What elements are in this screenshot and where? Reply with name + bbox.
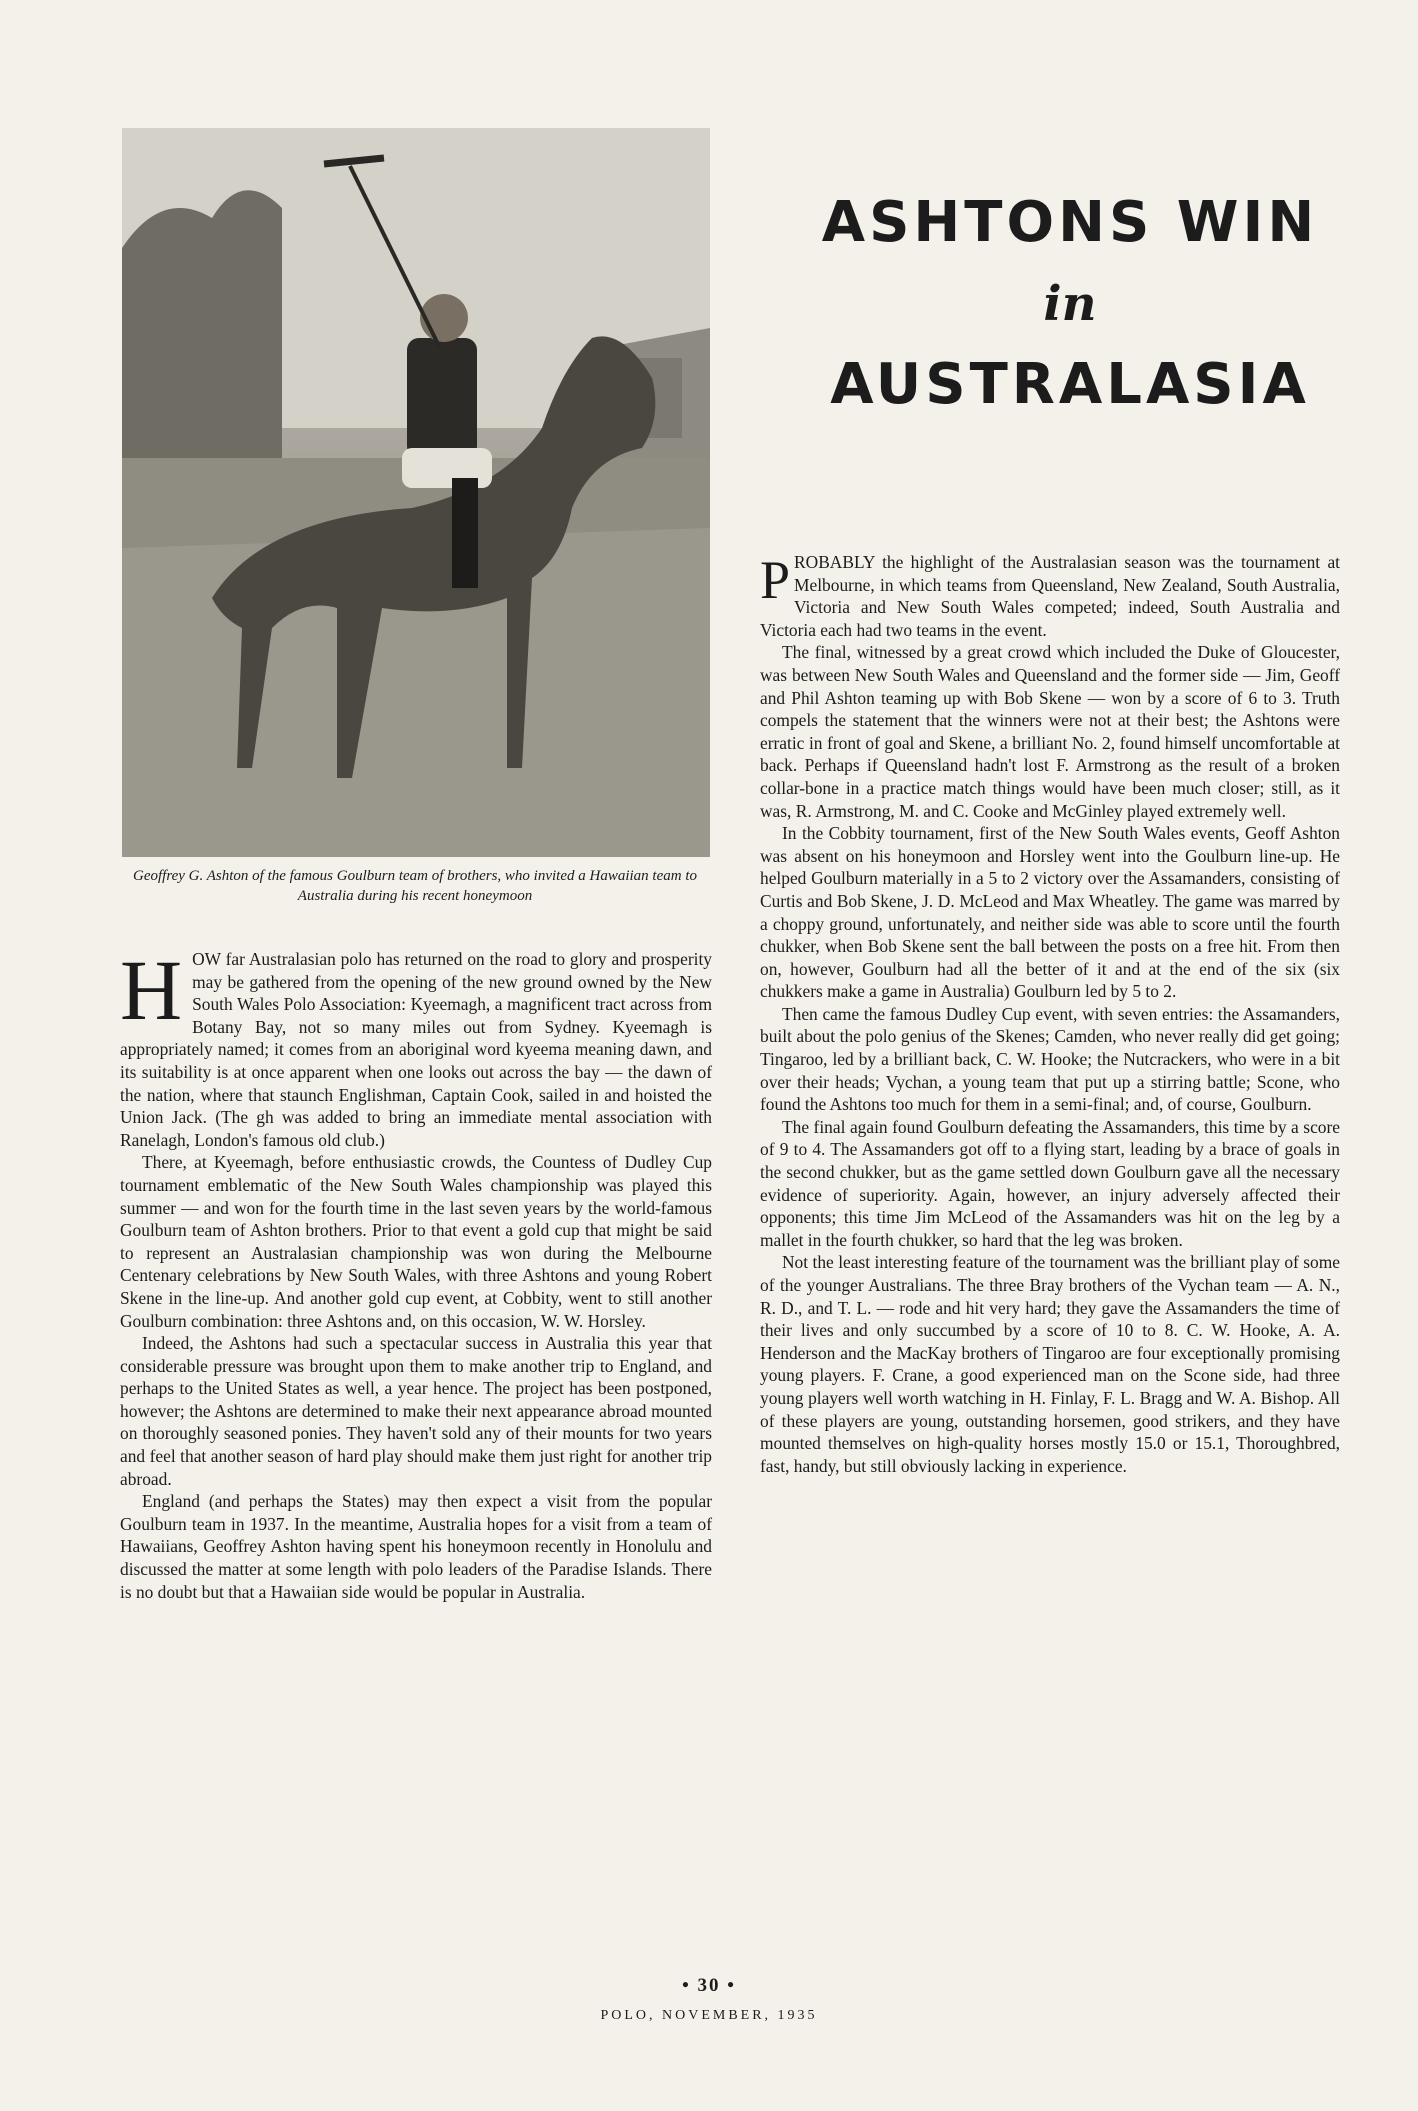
paragraph: Not the least interesting feature of the tournament was the brilliant play of some of the younger Australians. The three Bray brothers of the Vychan team — A. N., R. D., and T. L. — rode and hit very hard; they gave the Assamanders the time of their lives and only succumbed by a score of 10 to 8. C. W. Hooke, A. A. Henderson and the MacKay brothers of Tingaroo are four exceptionally promising young players. F. Crane, a good experienced man on the Scone side, had three young players well worth watching in H. Finlay, F. L. Bragg and W. A. Bishop. All of these players are young, outstanding horsemen, good strikers, and they have mounted themselves on high-quality horses mostly 15.0 or 15.1, Thoroughbred, fast, handy, but still obviously lacking in experience. [760,1252,1340,1476]
paragraph: The final again found Goulburn defeating the Assamanders, this time by a score of 9 to 4. The Assamanders got off to a flying start, leading by a brace of goals in the second chukker, but as the game settled down Goulburn gave all the necessary evidence of superiority. Again, however, an injury adversely affected their opponents; this time Jim McLeod of the Assamanders was hit on the leg by a mallet in the fourth chukker, so hard that the leg was broken. [760,1116,1340,1250]
paragraph: In the Cobbity tournament, first of the New South Wales events, Geoff Ashton was absent on his honeymoon and Horsley went into the Goulburn line-up. He helped Goulburn materially in a 5 to 2 victory over the Assamanders, consisting of Curtis and Bob Skene, J. D. McLeod and Max Wheatley. The game was marred by a choppy ground, unfortunately, and neither side was able to score until the fourth chukker, when Bob Skene sent the ball between the posts on a free hit. From then on, however, Goulburn had all the better of it and at the end of the six (six chukkers make a game in Australia) Goulburn led by 5 to 2. [760,823,1340,1002]
drop-cap: H [120,942,183,1038]
paragraph: HOW far Australasian polo has returned on the road to glory and prosperity may be gathered from the opening of the new ground owned by the New South Wales Polo Association: Kyeemagh, a magnificent tract across from Botany Bay, not so many miles out from Sydney. Kyeemagh is appropriately named; it comes from an aboriginal word kyeema meaning dawn, and its suitability is at once apparent when one looks out across the bay — the dawn of the nation, where that staunch Englishman, Captain Cook, sailed in and hoisted the Union Jack. (The gh was added to bring an immediate mental association with Ranelagh, London's famous old club.) [120,942,712,1150]
paragraph: The final, witnessed by a great crowd which included the Duke of Gloucester, was between New South Wales and Queensland and the former side — Jim, Geoff and Phil Ashton teaming up with Bob Skene — won by a score of 6 to 3. Truth compels the statement that the winners were not at their best; the Ashtons were erratic in front of goal and Skene, a brilliant No. 2, found himself uncomfortable at back. Perhaps if Queensland hadn't lost F. Armstrong as the result of a broken collar-bone in a practice match things would have been much closer; still, as it was, R. Armstrong, M. and C. Cooke and McGinley played extremely well. [760,642,1340,821]
title-line-2: in [1043,276,1097,332]
page-number: • 30 • [682,1975,736,1996]
drop-cap: P [760,550,791,610]
polo-player-photo [122,128,710,857]
page-footer: POLO, NOVEMBER, 1935 [600,2008,818,2023]
paragraph: Indeed, the Ashtons had such a spectacular success in Australia this year that considerable pressure was brought upon them to make another trip to England, and perhaps to the United States as well, a year hence. The project has been postponed, however; the Ashtons are determined to make their next appearance abroad mounted on thoroughly seasoned ponies. They haven't sold any of their mounts for two years and feel that another season of hard play should make them just right for another trip abroad. [120,1333,712,1489]
title-line-1: ASHTONS WIN [821,190,1319,255]
left-column [120,942,712,1603]
paragraph: PROBABLY the highlight of the Australasian season was the tournament at Melbourne, in which teams from Queensland, New Zealand, South Australia, Victoria and New South Wales competed; indeed, South Australia and Victoria each had two teams in the event. [760,550,1340,640]
title-line-3: AUSTRALASIA [830,352,1310,417]
paragraph: England (and perhaps the States) may then expect a visit from the popular Goulburn team in 1937. In the meantime, Australia hopes for a visit from a team of Hawaiians, Geoffrey Ashton having spent his honeymoon recently in Honolulu and discussed the matter at some length with polo leaders of the Paradise Islands. There is no doubt but that a Hawaiian side would be popular in Australia. [120,1491,712,1602]
paragraph: There, at Kyeemagh, before enthusiastic crowds, the Countess of Dudley Cup tournament emblematic of the New South Wales championship was played this summer — and won for the fourth time in the last seven years by the world-famous Goulburn team of Ashton brothers. Prior to that event a gold cup that might be said to represent an Australasian championship was won during the Melbourne Centenary celebrations by New South Wales, with three Ashtons and young Robert Skene in the line-up. And another gold cup event, at Cobbity, went to still another Goulburn combination: three Ashtons and, on this occasion, W. W. Horsley. [120,1152,712,1331]
paragraph: Then came the famous Dudley Cup event, with seven entries: the Assamanders, built about the polo genius of the Skenes; Camden, who never really did get going; Tingaroo, led by a brilliant back, C. W. Hooke; the Nutcrackers, who were in a bit over their heads; Vychan, a young team that put up a stirring battle; Scone, who found the Ashtons too much for them in a semi-final; and, of course, Goulburn. [760,1003,1340,1115]
photo-caption: Geoffrey G. Ashton of the famous Goulburn team of brothers, who invited a Hawaiian team to Australia during his recent honeymoon [133,868,697,904]
right-column [760,551,1340,1477]
article-title [790,188,1350,420]
horse-and-rider-illustration [122,128,710,857]
